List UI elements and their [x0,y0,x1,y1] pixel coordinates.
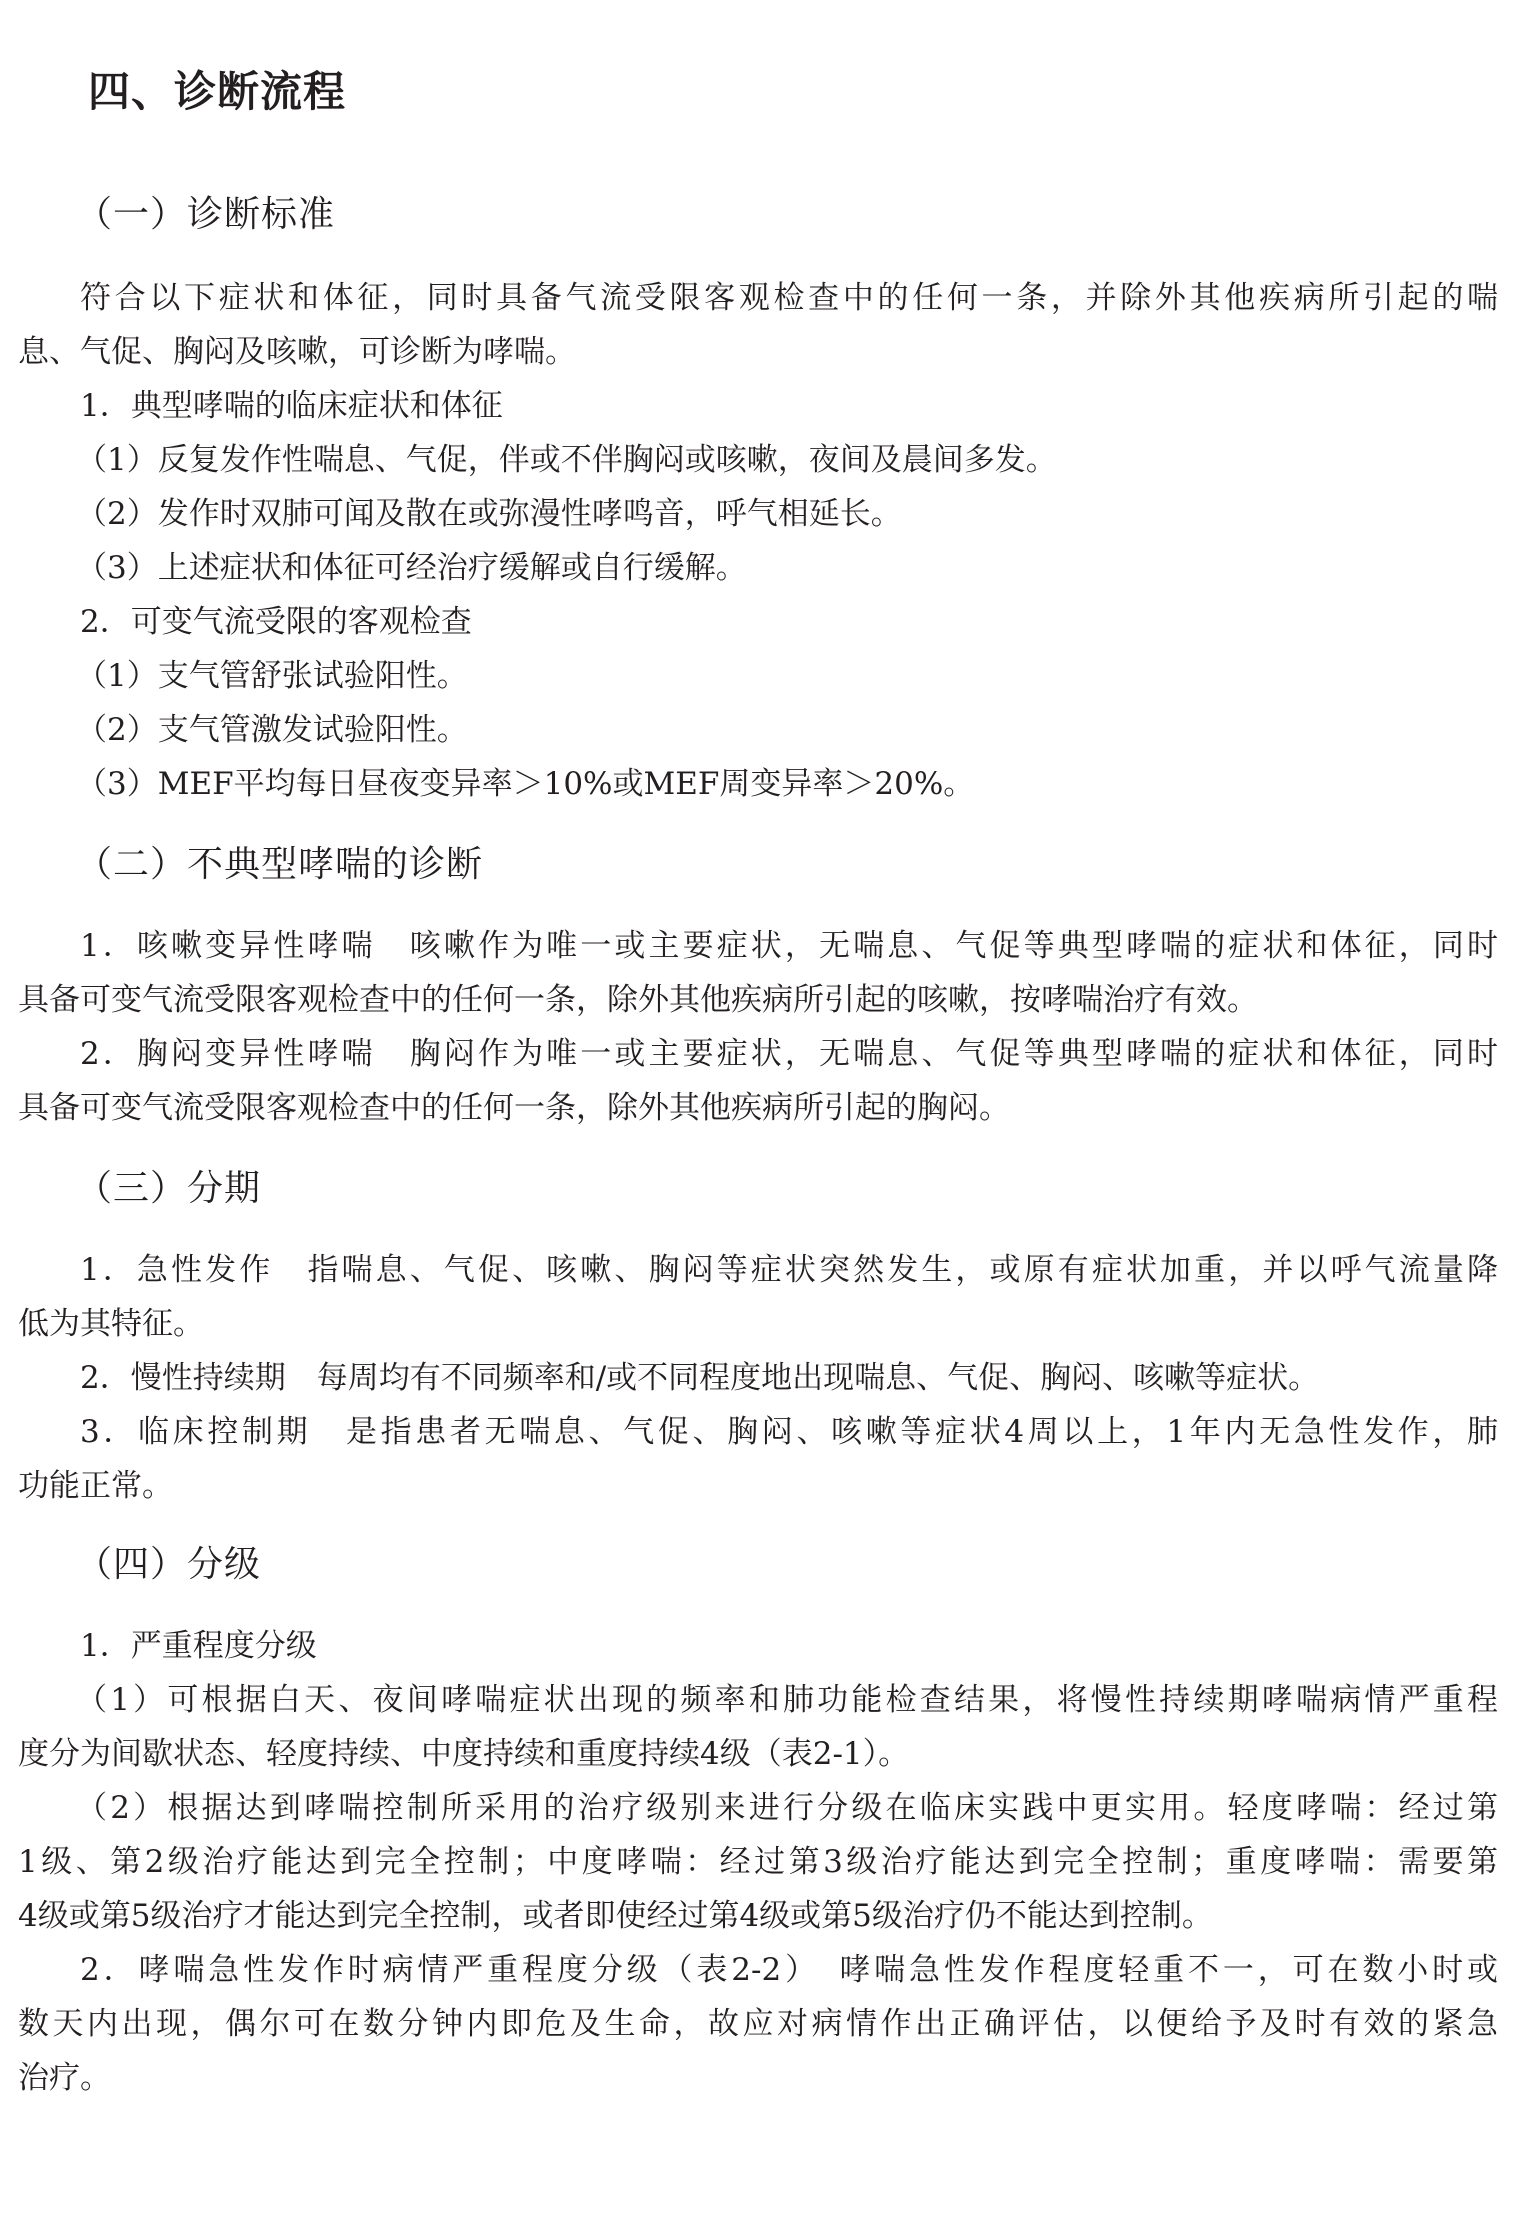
paragraph-line: 2．胸闷变异性哮喘 胸闷作为唯一或主要症状，无喘息、气促等典型哮喘的症状和体征，同时 [80,1036,1498,1072]
paragraph-line: 具备可变气流受限客观检查中的任何一条，除外其他疾病所引起的咳嗽，按哮喘治疗有效。 [18,982,1258,1018]
list-item: 1．典型哮喘的临床症状和体征 [80,388,503,424]
subsection-heading-atypical-asthma: （二）不典型哮喘的诊断 [76,844,484,885]
subsection-heading-staging: （三）分期 [76,1168,262,1209]
paragraph-line: 2．慢性持续期 每周均有不同频率和/或不同程度地出现喘息、气促、胸闷、咳嗽等症状。 [80,1360,1320,1396]
paragraph-line: 度分为间歇状态、轻度持续、中度持续和重度持续4级（表2-1）。 [18,1736,910,1772]
paragraph-line: 低为其特征。 [18,1306,204,1342]
paragraph-line: 具备可变气流受限客观检查中的任何一条，除外其他疾病所引起的胸闷。 [18,1090,1010,1126]
list-item: （3）上述症状和体征可经治疗缓解或自行缓解。 [76,550,747,586]
list-item: 2．可变气流受限的客观检查 [80,604,472,640]
list-item: （3）MEF平均每日昼夜变异率＞10%或MEF周变异率＞20%。 [76,766,975,802]
list-item: （1）支气管舒张试验阳性。 [76,658,468,694]
paragraph-line: 2．哮喘急性发作时病情严重程度分级（表2-2） 哮喘急性发作程度轻重不一，可在数小时或 [80,1952,1498,1988]
paragraph-line: 1．急性发作 指喘息、气促、咳嗽、胸闷等症状突然发生，或原有症状加重，并以呼气流量降 [80,1252,1498,1288]
paragraph-line: （2）根据达到哮喘控制所采用的治疗级别来进行分级在临床实践中更实用。轻度哮喘：经过第 [76,1790,1498,1826]
list-item: （2）支气管激发试验阳性。 [76,712,468,748]
paragraph-line: 4级或第5级治疗才能达到完全控制，或者即使经过第4级或第5级治疗仍不能达到控制。 [18,1898,1213,1934]
paragraph-line: 数天内出现，偶尔可在数分钟内即危及生命，故应对病情作出正确评估，以便给予及时有效的紧急 [18,2006,1498,2042]
list-item: （1）反复发作性喘息、气促，伴或不伴胸闷或咳嗽，夜间及晨间多发。 [76,442,1057,478]
paragraph-line: 符合以下症状和体征，同时具备气流受限客观检查中的任何一条，并除外其他疾病所引起的喘 [80,280,1498,316]
subsection-heading-grading: （四）分级 [76,1544,262,1585]
paragraph-line: 1级、第2级治疗能达到完全控制；中度哮喘：经过第3级治疗能达到完全控制；重度哮喘：需要第 [18,1844,1498,1880]
list-item: （2）发作时双肺可闻及散在或弥漫性哮鸣音，呼气相延长。 [76,496,902,532]
subsection-heading-diagnostic-criteria: （一）诊断标准 [76,194,336,235]
paragraph-line: 息、气促、胸闷及咳嗽，可诊断为哮喘。 [18,334,576,370]
paragraph-line: （1）可根据白天、夜间哮喘症状出现的频率和肺功能检查结果，将慢性持续期哮喘病情严重程 [76,1682,1498,1718]
paragraph-line: 3．临床控制期 是指患者无喘息、气促、胸闷、咳嗽等症状4周以上，1年内无急性发作，肺 [80,1414,1498,1450]
list-item: 1．严重程度分级 [80,1628,317,1664]
paragraph-line: 治疗。 [18,2060,111,2096]
paragraph-line: 1．咳嗽变异性哮喘 咳嗽作为唯一或主要症状，无喘息、气促等典型哮喘的症状和体征，同时 [80,928,1498,964]
section-title: 四、诊断流程 [88,67,347,116]
paragraph-line: 功能正常。 [18,1468,173,1504]
